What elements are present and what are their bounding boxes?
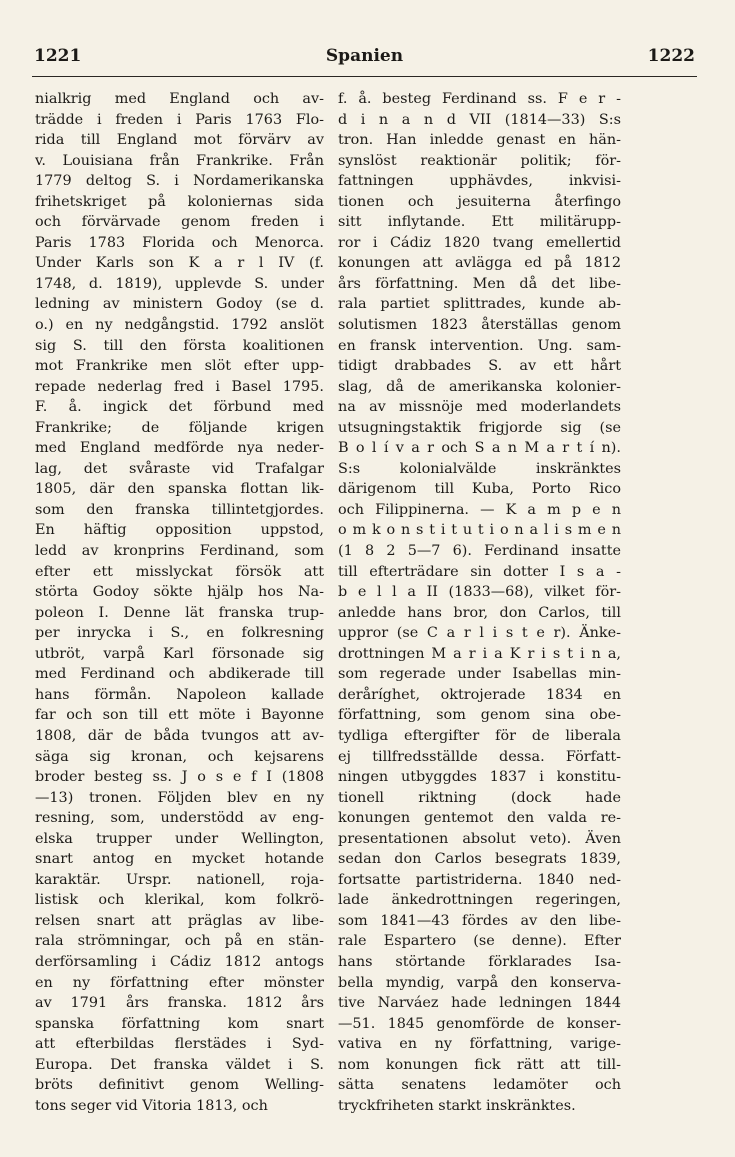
left-column-line: 1808, där de båda tvungos att av- xyxy=(35,727,324,744)
left-column-line: F. å. ingick det förbund med xyxy=(35,399,324,416)
right-column-line: författning, som genom sina obe- xyxy=(338,707,621,724)
left-column-line: att efterbildas flerstädes i Syd- xyxy=(35,1036,324,1053)
right-column-line: tidigt drabbades S. av ett hårt xyxy=(338,358,621,375)
left-column-line: o.) en ny nedgångstid. 1792 anslöt xyxy=(35,317,324,334)
right-column-line: uppror (se C a r l i s t e r). Änke- xyxy=(338,625,621,642)
left-column-line: efter ett misslyckat försök att xyxy=(35,563,324,580)
left-column-line: störta Godoy sökte hjälp hos Na- xyxy=(35,584,324,601)
left-column-line: derförsamling i Cádiz 1812 antogs xyxy=(35,953,324,970)
left-column-line: säga sig kronan, och kejsarens xyxy=(35,748,324,765)
left-column-line: elska trupper under Wellington, xyxy=(35,830,324,847)
left-column-line: Paris 1783 Florida och Menorca. xyxy=(35,234,324,251)
right-column-line: tron. Han inledde genast en hän- xyxy=(338,132,621,149)
left-column-line: 1748, d. 1819), upplevde S. under xyxy=(35,275,324,292)
left-column-line: spanska författning kom snart xyxy=(35,1015,324,1032)
left-column-line: listisk och klerikal, kom folkrö- xyxy=(35,892,324,909)
right-column-line: bella myndig, varpå den konserva- xyxy=(338,974,621,991)
right-column-line: synslöst reaktionär politik; för- xyxy=(338,152,621,169)
right-column-line: d i n a n d VII (1814—33) S:s xyxy=(338,111,621,128)
right-column-line: nom konungen fick rätt att till- xyxy=(338,1056,621,1073)
left-column-line: ledning av ministern Godoy (se d. xyxy=(35,296,324,313)
left-column-line: bröts definitivt genom Welling- xyxy=(35,1077,324,1094)
left-column-line: Frankrike; de följande krigen xyxy=(35,419,324,436)
right-column-line: deråríghet, oktrojerade 1834 en xyxy=(338,686,621,703)
left-column-line: som den franska tillintetgjordes. xyxy=(35,501,324,518)
right-column-line: tryckfriheten starkt inskränktes. xyxy=(338,1097,576,1114)
right-column-line: vativa en ny författning, varige- xyxy=(338,1036,621,1053)
right-column-line: lade änkedrottningen regeringen, xyxy=(338,892,621,909)
running-title: Spanien xyxy=(325,46,404,66)
left-column-line: karaktär. Urspr. nationell, roja- xyxy=(35,871,324,888)
right-column-line: en fransk intervention. Ung. sam- xyxy=(338,337,621,354)
left-column-line: broder besteg ss. J o s e f I (1808 xyxy=(35,769,324,786)
right-column-line: ningen utbyggdes 1837 i konstitu- xyxy=(338,769,621,786)
right-column-line: tydliga eftergifter för de liberala xyxy=(338,727,621,744)
left-column-line: snart antog en mycket hotande xyxy=(35,851,324,868)
left-column-line: nialkrig med England och av- xyxy=(35,91,324,107)
left-column-line: rala strömningar, och på en stän- xyxy=(35,933,324,950)
left-column-line: lag, det svåraste vid Trafalgar xyxy=(35,460,324,477)
right-column-line: hans störtande förklarades Isa- xyxy=(338,953,621,970)
left-column-line: och förvärvade genom freden i xyxy=(35,214,324,231)
left-column-line: Under Karls son K a r l IV (f. xyxy=(35,255,324,272)
left-column-line: far och son till ett möte i Bayonne xyxy=(35,707,324,724)
left-column-line: frihetskriget på koloniernas sida xyxy=(35,193,324,210)
left-column xyxy=(35,89,324,1116)
right-column-line: fattningen upphävdes, inkvisi- xyxy=(338,173,621,190)
right-column-line: utsugningstaktik frigjorde sig (se xyxy=(338,419,621,436)
left-column-line: v. Louisiana från Frankrike. Från xyxy=(35,152,324,169)
left-column-line: En häftig opposition uppstod, xyxy=(35,522,324,539)
right-column-line: och Filippinerna. — K a m p e n xyxy=(338,501,621,518)
right-column-line: —51. 1845 genomförde de konser- xyxy=(338,1015,621,1032)
right-column-line: konungen gentemot den valda re- xyxy=(338,810,621,827)
left-column-line: hans förmån. Napoleon kallade xyxy=(35,686,324,703)
right-column-line: rala partiet splittrades, kunde ab- xyxy=(338,296,621,313)
left-column-line: 1779 deltog S. i Nordamerikanska xyxy=(35,173,324,190)
right-column-line: konungen att avlägga ed på 1812 xyxy=(338,255,621,272)
right-column-line: rale Espartero (se denne). Efter xyxy=(338,933,621,950)
left-column-line: tons seger vid Vitoria 1813, och xyxy=(35,1097,268,1114)
left-column-line: —13) tronen. Följden blev en ny xyxy=(35,789,324,806)
right-column-line: därigenom till Kuba, Porto Rico xyxy=(338,481,621,498)
right-column-line: slag, då de amerikanska kolonier- xyxy=(338,378,621,395)
right-column-line: fortsatte partistriderna. 1840 ned- xyxy=(338,871,621,888)
left-column-line: rida till England mot förvärv av xyxy=(35,132,324,149)
left-column-line: resning, som, understödd av eng- xyxy=(35,810,324,827)
right-column-line: drottningen M a r i a K r i s t i n a, xyxy=(338,645,621,662)
right-column-line: som regerade under Isabellas min- xyxy=(338,666,621,683)
right-column-line: f. å. besteg Ferdinand ss. F e r - xyxy=(338,91,621,107)
right-column-line: som 1841—43 fördes av den libe- xyxy=(338,912,621,929)
header-rule xyxy=(32,76,697,77)
right-column-line: anledde hans bror, don Carlos, till xyxy=(338,604,621,621)
left-column-line: mot Frankrike men slöt efter upp- xyxy=(35,358,324,375)
left-column-line: en ny författning efter mönster xyxy=(35,974,324,991)
right-column-line: solutismen 1823 återställas genom xyxy=(338,317,621,334)
right-column-line: presentationen absolut veto). Även xyxy=(338,830,621,847)
right-column-line: tive Narváez hade ledningen 1844 xyxy=(338,995,621,1012)
right-column-line: sätta senatens ledamöter och xyxy=(338,1077,621,1094)
page-header xyxy=(34,46,695,70)
page-number-left: 1221 xyxy=(34,46,82,66)
left-column-line: per inrycka i S., en folkresning xyxy=(35,625,324,642)
page-number-right: 1222 xyxy=(647,46,695,66)
left-column-line: relsen snart att präglas av libe- xyxy=(35,912,324,929)
right-column-line: till efterträdare sin dotter I s a - xyxy=(338,563,621,580)
left-column-line: ledd av kronprins Ferdinand, som xyxy=(35,543,324,560)
right-column-line: års författning. Men då det libe- xyxy=(338,275,621,292)
right-column-line: ror i Cádiz 1820 tvang emellertid xyxy=(338,234,621,251)
right-column-line: sitt inflytande. Ett militärupp- xyxy=(338,214,621,231)
left-column-line: utbröt, varpå Karl försonade sig xyxy=(35,645,324,662)
left-column-line: sig S. till den första koalitionen xyxy=(35,337,324,354)
left-column-line: med Ferdinand och abdikerade till xyxy=(35,666,324,683)
right-column-line: tionen och jesuiterna återfingo xyxy=(338,193,621,210)
right-column-line: na av missnöje med moderlandets xyxy=(338,399,621,416)
right-column-line: sedan don Carlos besegrats 1839, xyxy=(338,851,621,868)
right-column xyxy=(338,89,621,1116)
right-column-line: ej tillfredsställde dessa. Författ- xyxy=(338,748,621,765)
left-column-line: Europa. Det franska väldet i S. xyxy=(35,1056,324,1073)
right-column-line: b e l l a II (1833—68), vilket för- xyxy=(338,584,621,601)
left-column-line: poleon I. Denne lät franska trup- xyxy=(35,604,324,621)
left-column-line: trädde i freden i Paris 1763 Flo- xyxy=(35,111,324,128)
right-column-line: (1 8 2 5—7 6). Ferdinand insatte xyxy=(338,543,621,560)
right-column-line: o m k o n s t i t u t i o n a l i s m e n xyxy=(338,522,621,539)
left-column-line: av 1791 års franska. 1812 års xyxy=(35,995,324,1012)
left-column-line: 1805, där den spanska flottan lik- xyxy=(35,481,324,498)
right-column-line: B o l í v a r och S a n M a r t í n). xyxy=(338,440,621,457)
left-column-line: med England medförde nya neder- xyxy=(35,440,324,457)
right-column-line: S:s kolonialvälde inskränktes xyxy=(338,460,621,477)
left-column-line: repade nederlag fred i Basel 1795. xyxy=(35,378,324,395)
right-column-line: tionell riktning (dock hade xyxy=(338,789,621,806)
